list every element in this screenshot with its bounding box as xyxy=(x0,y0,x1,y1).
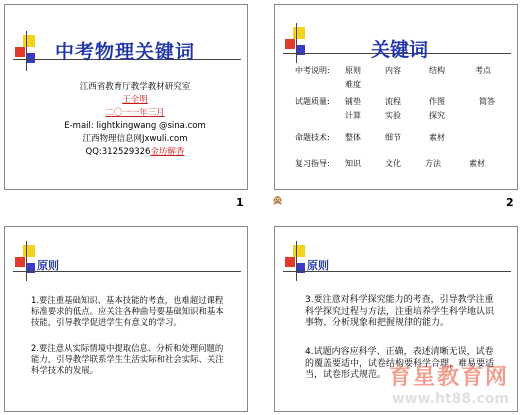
principle-2: 2.要注意从实际情境中提取信息、分析和处理问题的能力，引导教学联系学生生活实际和社会实际、关注科学技术的发展。 xyxy=(31,343,224,375)
slide-logo-icon xyxy=(283,27,323,67)
author-name: 王全明 xyxy=(122,95,148,105)
email-text: E-mail: lightkingwang @sina.com xyxy=(64,121,206,131)
slide-4-heading: 原则 xyxy=(307,259,329,272)
slide-2[interactable]: 关键词 中考说明: 原则 内容 结构 考点 难度 试题质量: 铺垫 流程 作图 简答 计算 实验 探究 命题技术: 整体 细节 素材 复习指导: 知识 文化 方法 素材 xyxy=(274,4,518,190)
slide-3[interactable] xyxy=(4,226,248,412)
qq-text: QQ:312529326金坊解香 xyxy=(85,147,185,157)
org-name: 江西省教育厅教学教材研究室 xyxy=(79,82,191,92)
watermark-logo: 育星教育网 www.ht88.com xyxy=(388,365,509,407)
principle-1: 1.要注重基础知识、基本技能的考查，也难超过课程标准要求的低点。应关注各种曲号要基础知识和基本技能，引导教学促进学生有意义的学习。 xyxy=(31,295,224,327)
date-text: 二〇一一年三月 xyxy=(105,108,165,118)
slide-number-1-outer: 1 xyxy=(236,196,244,209)
slide-logo-icon xyxy=(13,35,53,75)
slide-1[interactable] xyxy=(4,4,248,190)
slide-4[interactable] xyxy=(274,226,518,412)
slide-2-title: 关键词 xyxy=(371,39,429,61)
slide-1-title: 中考物理关键词 xyxy=(55,41,196,63)
site-text: 江西物理信息网Jxwuli.com xyxy=(82,134,188,144)
principle-4: 4.试题内容应科学、正确，表述清晰无误，试卷的覆盖要适中，试卷结构要科学合理，难易要适当，试卷形式规范。 xyxy=(305,347,495,380)
principle-3: 3.要注意对科学探究能力的考查，引导教学注重科学探究过程与方法，注重培养学生科学地认识事物、分析现象和把握规律的能力。 xyxy=(305,295,495,328)
slide-3-heading: 原则 xyxy=(37,259,59,272)
slide-number-2: 2 xyxy=(506,196,514,209)
slide-2-marker-icon: 🙊 xyxy=(272,196,284,206)
